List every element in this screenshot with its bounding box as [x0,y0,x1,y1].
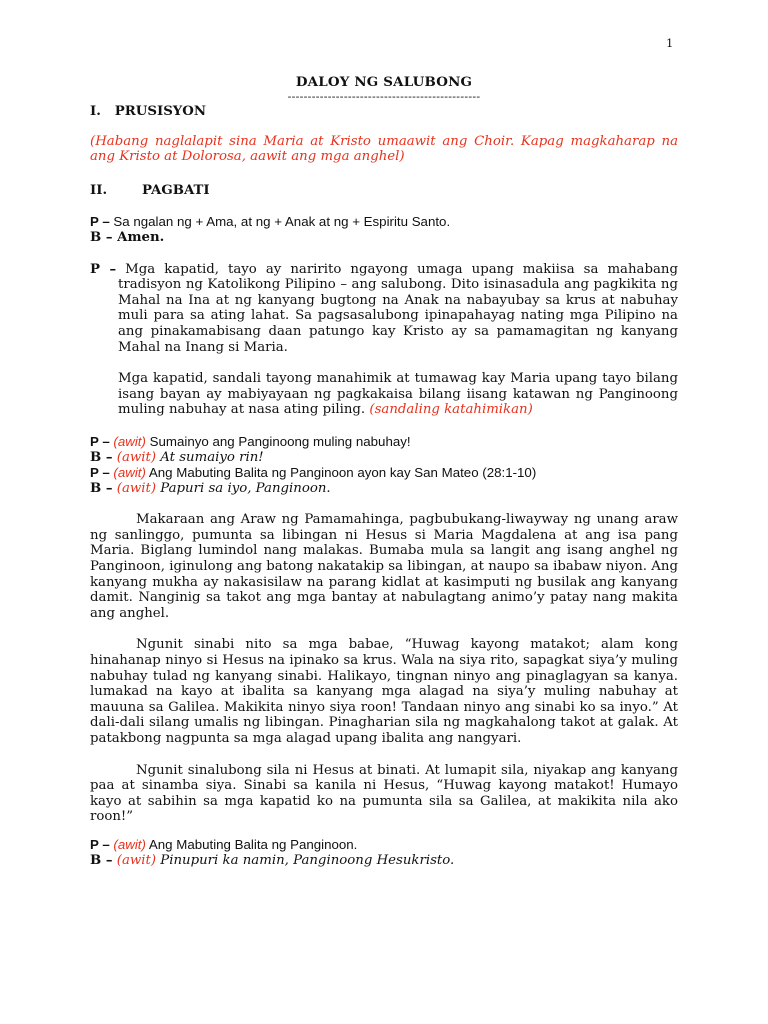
response-text: Sumainyo ang Panginoong muling nabuhay! [145,433,411,449]
speaker-label: P – [90,465,110,481]
title-underline: ------------------------------------------------ [287,90,481,103]
gospel-paragraph-1: Makaraan ang Araw ng Pamamahinga, pagbubukang-liwayway ng unang araw ng sanlinggo, pumunta sa libingan ni Hesus si Maria Magdalena at ang isa pang Maria. Biglang lumindol nang malakas. Bumaba mula sa langit ang isang anghel ng Panginoon, iginulong ang batong nakatakip sa libingan, at naupo sa ibabaw niyon. Ang kanyang mukha ay nakasisilaw na parang kidlat at kasimputi ng busilak ang kanyang damit. Nanginig sa takot ang mga bantay at nabulagtang animo’y patay nang makita ang anghel. [90,512,678,621]
response-line [90,450,678,466]
response-line [90,465,678,481]
response-text: Papuri sa iyo, Panginoon. [156,480,331,496]
awit-rubric: (awit) [113,465,146,481]
section-number: II. [90,182,108,198]
awit-rubric: (awit) [116,852,157,868]
speaker-label: P – [90,261,117,277]
section-heading-prusisyon: I. PRUSISYON [90,104,207,119]
speaker-label: P – [90,214,110,230]
awit-rubric: (awit) [113,433,146,449]
speaker-label: B – [90,852,113,868]
speaker-label: B – [90,449,113,465]
responses-block-2 [90,837,678,868]
response-text: At sumaiyo rin! [156,449,264,465]
response-text: Ang Mabuting Balita ng Panginoon. [145,836,358,852]
silence-paragraph [90,371,678,418]
speaker-label: P – [90,433,110,449]
speaker-label: P – [90,836,110,852]
awit-rubric: (awit) [116,449,157,465]
intro-text: Mga kapatid, tayo ay naririto ngayong umaga upang makiisa sa mahabang tradisyon ng Katolikong Pilipino – ang salubong. Dito isinasadula ang pagkikita ng Mahal na Ina at ng kanyang bugtong na Anak na nabayubay sa krus at nabuhay muli para sa ating lahat. Sa pagsasalubong ipinapahayag nating mga Pilipino na ang pinakamabisang daan patungo kay Kristo ay sa pamamagitan ng kanyang Mahal na Inang si Maria. [116,261,678,355]
awit-rubric: (awit) [116,480,157,496]
document-body [90,104,678,868]
response-text: Pinupuri ka namin, Panginoong Hesukristo. [156,852,455,868]
document-title: DALOY NG SALUBONG [295,74,473,90]
response-line [90,481,678,497]
greeting-priest [90,214,678,230]
rubric-prusisyon: (Habang naglalapit sina Maria at Kristo umaawit ang Choir. Kapag magkaharap na ang Kristo at Dolorosa, aawit ang mga anghel) [90,133,678,165]
awit-rubric: (awit) [113,836,146,852]
greeting-text: Sa ngalan ng + Ama, at ng + Anak at ng + Espiritu Santo. [109,214,451,230]
response-line [90,434,678,450]
responses-block-1 [90,434,678,496]
rubric-silence: (sandaling katahimikan) [369,402,533,418]
intro-paragraph [90,262,678,356]
response-line [90,853,678,869]
silence-text: Mga kapatid, sandali tayong manahimik at tumawag kay Maria upang tayo bilang isang bayan ay mabiyayaan ng pagkakaisa bilang iisang katawan ng Panginoong muling nabuhay at nasa ating piling. [118,371,678,418]
speaker-label: B – [90,480,113,496]
gospel-paragraph-2: Ngunit sinabi nito sa mga babae, “Huwag kayong matakot; alam kong hinahanap ninyo si Hesus na ipinako sa krus. Wala na siya rito, sapagkat siya’y muling nabuhay tulad ng kanyang sinabi. Halikayo, tingnan ninyo ang pinaglagyan sa kanya. lumakad na kayo at ibalita sa kanyang mga alagad na siya’y muling nabuhay at mauuna sa Galilea. Makikita ninyo siya roon! Tandaan ninyo ang sinabi ko sa inyo.” At dali-dali silang umalis ng libingan. Pinagharian sila ng magkahalong takot at galak. At patakbong nagpunta sa mga alagad upang ibalita ang nangyari. [90,637,678,746]
page-number: 1 [666,36,674,50]
section-title: PAGBATI [142,182,210,198]
gospel-paragraph-3: Ngunit sinalubong sila ni Hesus at binati. At lumapit sila, niyakap ang kanyang paa at sinamba siya. Sinabi sa kanila ni Hesus, “Huwag kayong matakot! Humayo kayo at sabihin sa mga kapatid ko na pumunta sila sa Galilea, at makikita nila ako roon!” [90,762,678,825]
greeting-response: B – Amen. [90,229,165,245]
response-text: Ang Mabuting Balita ng Panginoon ayon kay San Mateo (28:1-10) [145,465,537,481]
section-heading-pagbati [90,183,678,199]
response-line [90,837,678,853]
